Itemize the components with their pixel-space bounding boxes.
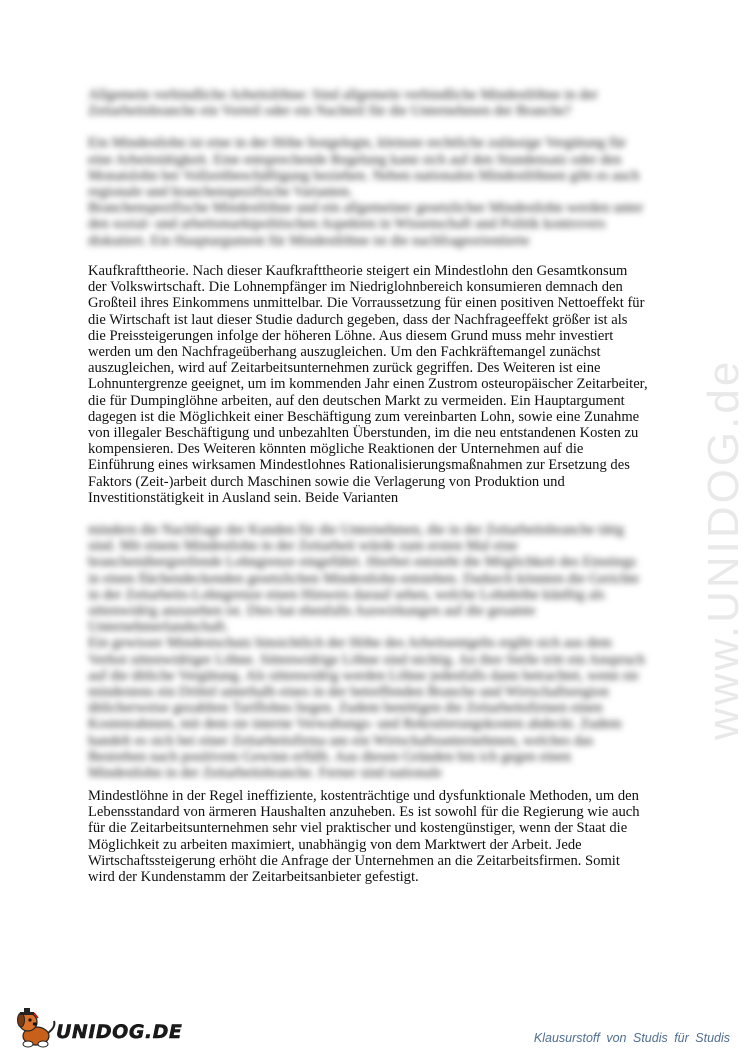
visible-text-bottom <box>88 788 648 885</box>
visible-paragraph-2: Mindestlöhne in der Regel ineffiziente, kostenträchtige und dysfunktionale Methoden, um den Lebensstandard von ärmeren Haushalten anzuheben. Es ist sowohl für die Regierung wie auch für die Zeitarbeitsunternehmen sehr viel praktischer und kostengünstiger, wenn der Staat die Möglichkeit zu arbeiten maximiert, unabhängig von dem Marktwert der Arbeit. Jede Wirtschaftssteigerung erhöht die Anfrage der Unternehmen an die Zeitarbeitsfirmen. Somit wird der Kundenstamm der Zeitarbeitsanbieter gefestigt. <box>88 788 640 886</box>
dog-mascot-icon <box>14 1005 60 1049</box>
document-heading: Allgemein verbindliche Arbeitslöhne: Sind allgemein verbindliche Mindestlöhne in der Zeitarbeitsbranche ein Vorteil oder ein Nachteil für die Unternehmen der Branche? <box>88 87 598 120</box>
vertical-watermark <box>700 270 748 750</box>
visible-text-middle <box>88 263 648 506</box>
watermark-text: www.UNIDOG.de <box>700 358 748 740</box>
blurred-paragraph-1: Ein Mindestlohn ist eine in der Höhe festgelegte, kleinste rechtliche zulässige Vergütung für eine Arbeitstätigkeit. Eine entsprechende Regelung kann sich auf den Stundensatz oder den Monatslohn bei Vollzeitbeschäftigung beziehen. Neben nationalen Mindestlöhnen gibt es auch regionale und branchenspezifische Varianten. <box>88 135 640 201</box>
footer-slogan: Klausurstoff von Studis für Studis <box>533 1031 730 1045</box>
unidog-logo[interactable] <box>14 1005 182 1049</box>
logo-wordmark: UNIDOG.DE <box>56 1021 183 1043</box>
blurred-text-middle <box>88 522 648 781</box>
blurred-text-top <box>88 87 648 249</box>
visible-paragraph-1: Kaufkrafttheorie. Nach dieser Kaufkrafttheorie steigert ein Mindestlohn den Gesamtkonsum der Volkswirtschaft. Die Lohnempfänger im Niedriglohnbereich konsumieren demnach den Großteil ihres Einkommens unmittelbar. Die Vorraussetzung für einen positiven Nettoeffekt für die Wirtschaft ist laut dieser Studie dadurch gegeben, dass der Nachfrageeffekt größer ist als die Preissteigerungen infolge der höheren Löhne. Aus diesem Grund muss mehr investiert werden um den Nachfrageüberhang auszugleichen. Um den Fachkräftemangel zunächst auszugleichen, wird auf Zeitarbeitsunternehmen zurück gegriffen. Des Weiteren ist eine Lohnuntergrenze geeignet, um im kommenden Jahr einen Zustrom osteuropäischer Zeitarbeiter, die für Dumpinglöhne arbeiten, auf den deutschen Markt zu vermeiden. Ein Hauptargument dagegen ist die Möglichkeit einer Beschäftigung zum vereinbarten Lohn, sowie eine Zunahme von illegaler Beschäftigung und unbezahlten Überstunden, im die neu entstandenen Kosten zu kompensieren. Des Weiteren könnten mögliche Reaktionen der Unternehmen auf die Einführung eines wirksamen Mindestlohnes Rationalisierungsmaßnahmen zur Ersetzung des Faktors (Zeit-)arbeit durch Maschinen sowie die Verlagerung von Produktion und Investitionstätigkeit in Ausland sein. Beide Varianten <box>88 263 648 506</box>
blurred-paragraph-2: Branchenspezifische Mindestlöhne und ein allgemeiner gesetzlicher Mindestlohn werden unter den sozial- und arbeitsmarktpolitischen Aspekten in Wissenschaft und Politik kontrovers diskutiert. Ein Hauptargument für Mindestlöhne ist die nachfrageorientierte <box>88 200 644 249</box>
blurred-paragraph-3: mindern die Nachfrage der Kunden für die Unternehmen, die in der Zeitarbeitsbranche tätig sind. Mit einem Mindestlohn in der Zeitarbeit würde zum ersten Mal eine branchenübergreifende Lohngrenze eingeführt. Hierbei entsteht die Möglichkeit des Einstiegs in einen flächendeckenden gesetzlichen Mindestlohn entstehen. Dadurch könnten die Gerichte in der Zeitarbeits-Lohngrenze einen Hinweis darauf sehen, welche Lohnhöhe künftig als sittenwidrig anzusehen ist. Dies hat ebenfalls Auswirkungen auf die gesamte Unternehmerlandschaft. <box>88 522 640 636</box>
blurred-paragraph-4: Ein gewisser Mindestschutz hinsichtlich der Höhe des Arbeitsentgelts ergibt sich aus dem Verbot sittenwidriger Löhne. Sittenwidrige Löhne sind nichtig. An ihre Stelle tritt ein Anspruch auf die übliche Vergütung. Als sittenwidrig werden Löhne jedenfalls dann betrachtet, wenn sie mindestens ein Drittel unterhalb eines in der betreffenden Branche und Wirtschaftsregion üblicherweise gezahlten Tariflohns liegen. Zudem benötigen die Zeitarbeitsfirmen einen Kostenrahmen, mit dem sie interne Verwaltungs- und Rekrutierungskosten abdeckt. Zudem handelt es sich bei einer Zeitarbeitsfirma um ein Wirtschaftsunternehmen, welches das Bestreben nach positivem Gewinn erfüllt. Aus diesen Gründen bin ich gegen einen Mindestlohn in der Zeitarbeitsbranche. Ferner sind nationale <box>88 635 645 782</box>
